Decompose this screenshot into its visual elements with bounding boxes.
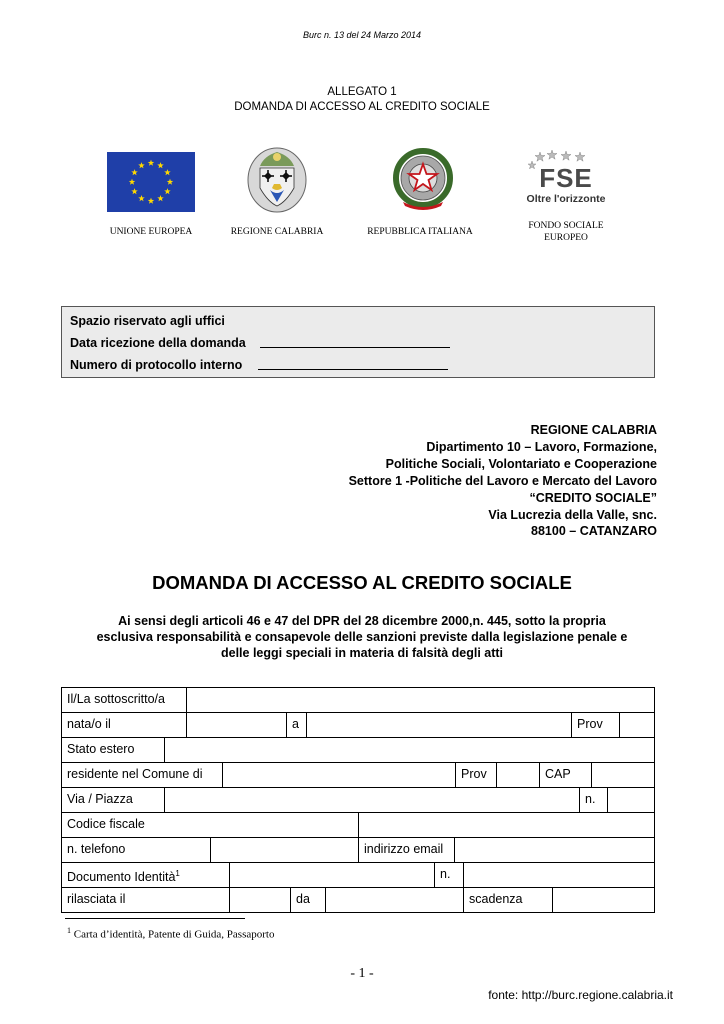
- label-prov-nascita: Prov: [577, 717, 603, 731]
- field-scadenza[interactable]: [553, 888, 654, 912]
- field-prov-residenza[interactable]: [497, 763, 539, 787]
- form-row-residenza: [62, 763, 654, 788]
- calabria-shield-icon: [246, 146, 308, 214]
- office-protocol-field[interactable]: [258, 357, 448, 370]
- eu-star-icon: [138, 162, 144, 168]
- office-date-label: Data ricezione della domanda: [70, 336, 246, 350]
- eu-star-icon: [131, 188, 137, 194]
- footnote-divider: [65, 918, 245, 919]
- label-cap: CAP: [545, 767, 571, 781]
- label-via: Via / Piazza: [67, 792, 133, 806]
- subtitle-line: delle leggi speciali in materia di falsità degli atti: [220, 646, 504, 660]
- fse-slogan: Oltre l'orizzonte: [526, 193, 606, 205]
- label-nato: nata/o il: [67, 717, 111, 731]
- field-cap[interactable]: [592, 763, 654, 787]
- document-title: DOMANDA DI ACCESSO AL CREDITO SOCIALE: [152, 572, 572, 593]
- address-line: “CREDITO SOCIALE”: [529, 490, 657, 505]
- repubblica-italiana-logo: [393, 146, 453, 214]
- eu-star-icon: [148, 160, 154, 166]
- label-a: a: [292, 717, 299, 731]
- footnote-mark: 1: [67, 926, 71, 935]
- office-protocol-label: Numero di protocollo interno: [70, 358, 243, 372]
- field-codice-fiscale[interactable]: [359, 813, 654, 837]
- address-line: Via Lucrezia della Valle, snc.: [488, 507, 657, 522]
- field-prov-nascita[interactable]: [620, 713, 654, 737]
- subtitle-line: Ai sensi degli articoli 46 e 47 del DPR del 28 dicembre 2000,n. 445, sotto la propria: [118, 614, 606, 628]
- caption-repubblica-italiana: REPUBBLICA ITALIANA: [367, 227, 473, 237]
- eu-star-icon: [129, 179, 135, 185]
- field-stato-estero[interactable]: [165, 738, 654, 762]
- eu-star-icon: [157, 195, 163, 201]
- source-url: fonte: http://burc.regione.calabria.it: [488, 988, 673, 1002]
- eu-star-icon: [164, 169, 170, 175]
- eu-star-icon: [164, 188, 170, 194]
- footnote: [67, 926, 274, 941]
- label-documento-text: Documento Identità: [67, 870, 176, 885]
- eu-star-icon: [148, 198, 154, 204]
- office-box-title: Spazio riservato agli uffici: [70, 314, 225, 328]
- office-protocol-row: [70, 354, 646, 376]
- address-line: Politiche Sociali, Volontariato e Cooperazione: [385, 456, 657, 471]
- eu-star-icon: [138, 195, 144, 201]
- header-burc: Burc n. 13 del 24 Marzo 2014: [302, 30, 422, 40]
- office-date-field[interactable]: [260, 335, 450, 348]
- eu-star-icon: [131, 169, 137, 175]
- eu-flag-logo: [107, 152, 195, 212]
- field-via[interactable]: [165, 788, 579, 812]
- eu-star-icon: [167, 179, 173, 185]
- form-row-sottoscritto: [62, 688, 654, 713]
- allegato-line2: DOMANDA DI ACCESSO AL CREDITO SOCIALE: [234, 101, 490, 113]
- caption-fse-line2: EUROPEO: [544, 233, 588, 243]
- allegato-line1: ALLEGATO 1: [327, 86, 397, 98]
- fse-logo: [518, 148, 614, 210]
- field-email[interactable]: [455, 838, 654, 862]
- form-row-contatti: [62, 838, 654, 863]
- field-comune-residenza[interactable]: [223, 763, 455, 787]
- field-civico[interactable]: [608, 788, 654, 812]
- label-numero-documento: n.: [440, 867, 451, 881]
- office-reserved-box: [61, 306, 655, 378]
- office-date-row: [70, 332, 646, 354]
- label-civico: n.: [585, 792, 596, 806]
- label-prov-residenza: Prov: [461, 767, 487, 781]
- label-scadenza: scadenza: [469, 892, 523, 906]
- field-luogo-nascita[interactable]: [307, 713, 571, 737]
- label-email: indirizzo email: [364, 842, 444, 856]
- subtitle-line: esclusiva responsabilità e consapevole delle sanzioni previste dalla legislazione penale e: [96, 630, 628, 644]
- field-numero-documento[interactable]: [464, 863, 654, 887]
- label-rilasciata: rilasciata il: [67, 892, 126, 906]
- footnote-text: Carta d’identità, Patente di Guida, Passaporto: [73, 928, 275, 941]
- address-line: Dipartimento 10 – Lavoro, Formazione,: [426, 439, 657, 454]
- recipient-address: [349, 422, 657, 540]
- footnote-ref: 1: [175, 869, 180, 878]
- address-line: REGIONE CALABRIA: [530, 423, 657, 437]
- caption-fondo-sociale-europeo: [504, 220, 628, 244]
- form-row-rilascio: [62, 888, 654, 913]
- page-number: - 1 -: [350, 966, 374, 981]
- label-sottoscritto: Il/La sottoscritto/a: [67, 692, 165, 706]
- eu-star-icon: [157, 162, 163, 168]
- italian-emblem-icon: [393, 146, 453, 214]
- regione-calabria-logo: [246, 146, 308, 214]
- caption-regione-calabria: REGIONE CALABRIA: [230, 227, 324, 237]
- address-line: Settore 1 -Politiche del Lavoro e Mercato del Lavoro: [348, 473, 657, 488]
- field-telefono[interactable]: [211, 838, 358, 862]
- address-line: 88100 – CATANZARO: [531, 524, 657, 539]
- label-documento: [62, 863, 185, 887]
- label-da: da: [296, 892, 310, 906]
- label-codice-fiscale: Codice fiscale: [67, 817, 145, 831]
- form-row-nascita: [62, 713, 654, 738]
- label-residente: residente nel Comune di: [67, 767, 203, 781]
- allegato-heading: [0, 85, 724, 115]
- form-row-via: [62, 788, 654, 813]
- caption-fse-line1: FONDO SOCIALE: [528, 221, 604, 231]
- field-ente-rilascio[interactable]: [326, 888, 463, 912]
- caption-unione-europea: UNIONE EUROPEA: [109, 227, 193, 237]
- field-data-nascita[interactable]: [187, 713, 286, 737]
- eu-stars-icon: [107, 152, 195, 212]
- applicant-form: [61, 687, 655, 913]
- field-documento[interactable]: [230, 863, 434, 887]
- form-row-documento: [62, 863, 654, 888]
- label-telefono: n. telefono: [67, 842, 126, 856]
- form-row-stato-estero: [62, 738, 654, 763]
- legal-subtitle: [60, 613, 664, 661]
- fse-mark: FSE: [539, 163, 593, 193]
- field-data-rilascio[interactable]: [230, 888, 290, 912]
- field-sottoscritto[interactable]: [187, 688, 654, 712]
- form-row-codice-fiscale: [62, 813, 654, 838]
- label-stato-estero: Stato estero: [67, 742, 135, 756]
